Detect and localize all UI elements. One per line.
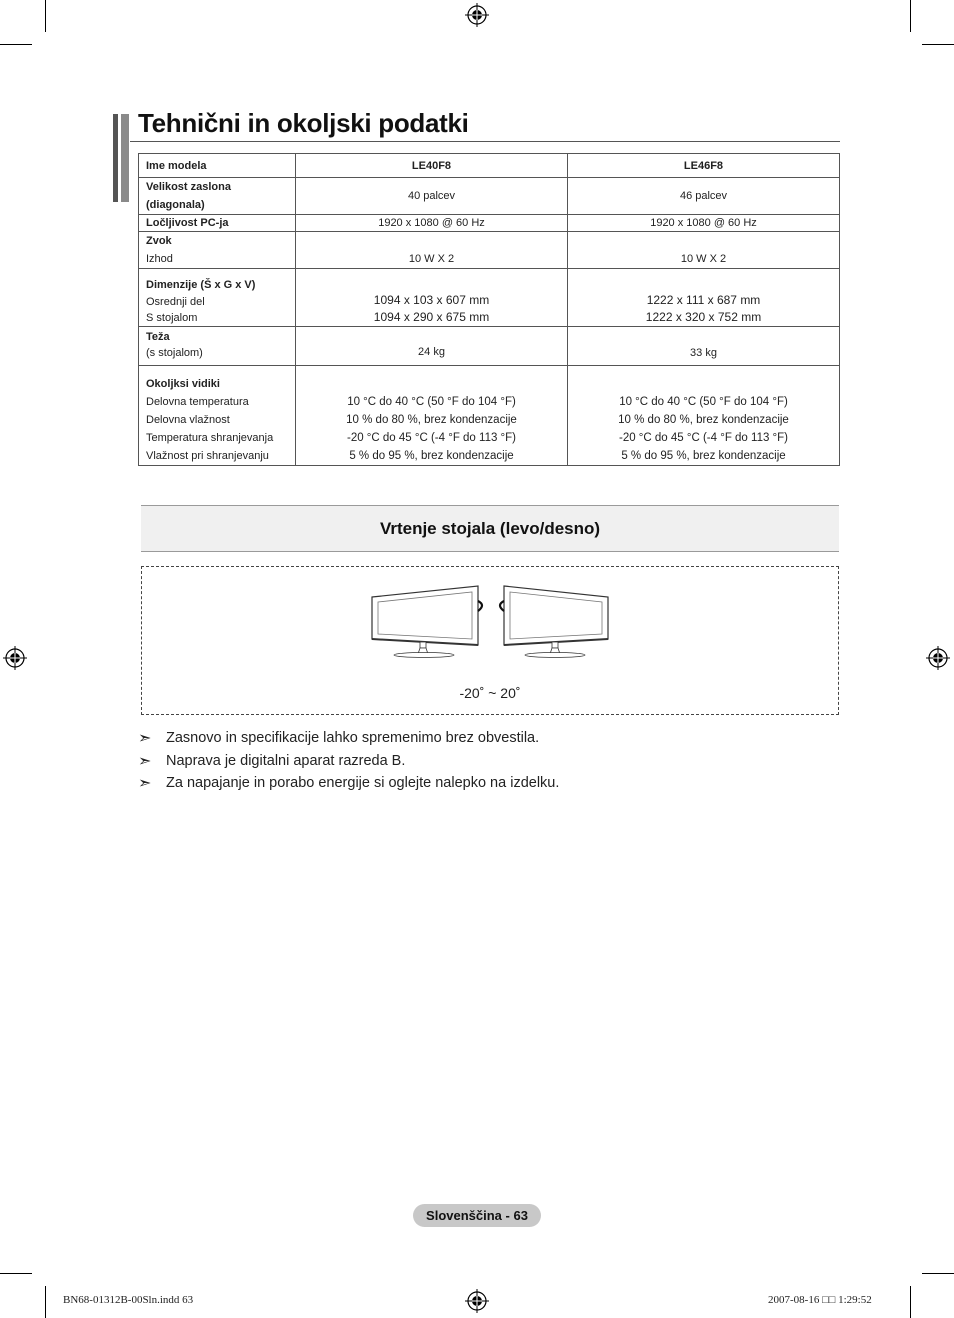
list-item [138, 727, 559, 750]
cell-value: 1094 x 290 x 675 mm [373, 310, 490, 324]
cell-value: 1920 x 1080 @ 60 Hz [296, 215, 568, 232]
tv-rotation-illustration [368, 583, 614, 661]
row-sublabel: Delovna vlažnost [146, 414, 230, 426]
cell-value: -20 °C do 45 °C (-4 °F do 113 °F) [618, 432, 789, 444]
crop-mark [910, 0, 911, 32]
row-label: Teža [146, 331, 170, 343]
cell-value: 10 °C do 40 °C (50 °F do 104 °F) [347, 396, 516, 408]
rotation-angle-label: -20˚ ~ 20˚ [459, 685, 521, 701]
header-model-2: LE46F8 [568, 154, 840, 178]
row-sublabel: Osrednji del [146, 296, 205, 308]
cell-value: 10 °C do 40 °C (50 °F do 104 °F) [619, 396, 788, 408]
row-label: Okoljksi vidiki [146, 378, 220, 390]
title-accent-bar [121, 114, 129, 202]
table-header-row [139, 154, 840, 178]
note-text: Za napajanje in porabo energije si oglejte nalepko na izdelku. [166, 775, 560, 792]
cell-value: 10 W X 2 [680, 253, 727, 265]
table-row-environment [139, 366, 840, 466]
page-title: Tehnični in okoljski podatki [138, 108, 469, 138]
header-label: Ime modela [139, 154, 296, 178]
crop-mark [0, 44, 32, 45]
note-text: Naprava je digitalni aparat razreda B. [166, 752, 406, 769]
table-row-weight [139, 327, 840, 366]
crop-mark [0, 1273, 32, 1274]
header-model-1: LE40F8 [296, 154, 568, 178]
table-row-sound [139, 232, 840, 269]
crop-mark [922, 44, 954, 45]
row-sublabel: S stojalom [146, 312, 198, 324]
arrow-bullet-icon: ➣ [138, 752, 152, 770]
title-divider [130, 141, 840, 142]
row-label: Velikost zaslona (diagonala) [146, 181, 231, 211]
cell-value: 1222 x 320 x 752 mm [645, 310, 762, 324]
list-item [138, 772, 559, 795]
arrow-bullet-icon: ➣ [138, 730, 152, 748]
registration-mark-icon [3, 646, 27, 670]
cell-value: 1222 x 111 x 687 mm [646, 293, 761, 307]
row-sublabel: Temperatura shranjevanja [146, 432, 274, 444]
table-row-screen [139, 178, 840, 215]
cell-value: 40 palcev [296, 178, 568, 215]
cell-value: 33 kg [690, 347, 717, 359]
section-header-band [141, 505, 839, 552]
cell-value: 1094 x 103 x 607 mm [373, 293, 490, 307]
crop-mark [922, 1273, 954, 1274]
title-accent-bar [113, 114, 118, 202]
registration-mark-icon [465, 1289, 489, 1313]
registration-mark-icon [926, 646, 950, 670]
footer-timestamp: 2007-08-16 □□ 1:29:52 [768, 1294, 872, 1306]
cell-value: 46 palcev [568, 178, 840, 215]
row-label: Zvok [146, 235, 172, 247]
page-number-badge: Slovenščina - 63 [413, 1204, 541, 1227]
cell-value: 10 % do 80 %, brez kondenzacije [346, 414, 517, 426]
crop-mark [910, 1286, 911, 1318]
section-title: Vrtenje stojala (levo/desno) [379, 519, 601, 538]
cell-value: -20 °C do 45 °C (-4 °F do 113 °F) [346, 432, 517, 444]
row-sublabel: (s stojalom) [146, 347, 203, 359]
note-text: Zasnovo in specifikacije lahko spremenimo brez obvestila. [166, 730, 540, 747]
row-label: Dimenzije (Š x G x V) [146, 279, 256, 291]
crop-mark [45, 0, 46, 32]
spec-table [138, 153, 840, 466]
cell-value: 5 % do 95 %, brez kondenzacije [349, 450, 514, 462]
footer-file-name: BN68-01312B-00Sln.indd 63 [63, 1294, 194, 1306]
row-label: Ločljivost PC-ja [146, 217, 229, 229]
row-sublabel: Delovna temperatura [146, 396, 249, 408]
cell-value: 1920 x 1080 @ 60 Hz [568, 215, 840, 232]
row-sublabel: Vlažnost pri shranjevanju [146, 450, 269, 462]
list-item [138, 750, 559, 773]
notes-list [138, 727, 559, 795]
row-sublabel: Izhod [146, 253, 173, 265]
cell-value: 10 % do 80 %, brez kondenzacije [618, 414, 789, 426]
crop-mark [45, 1286, 46, 1318]
cell-value: 24 kg [418, 346, 445, 358]
cell-value: 5 % do 95 %, brez kondenzacije [621, 450, 786, 462]
arrow-bullet-icon: ➣ [138, 775, 152, 793]
registration-mark-icon [465, 3, 489, 27]
cell-value: 10 W X 2 [408, 253, 455, 265]
rotation-illustration-box [141, 566, 839, 715]
table-row-dimensions [139, 269, 840, 327]
table-row-resolution [139, 215, 840, 232]
